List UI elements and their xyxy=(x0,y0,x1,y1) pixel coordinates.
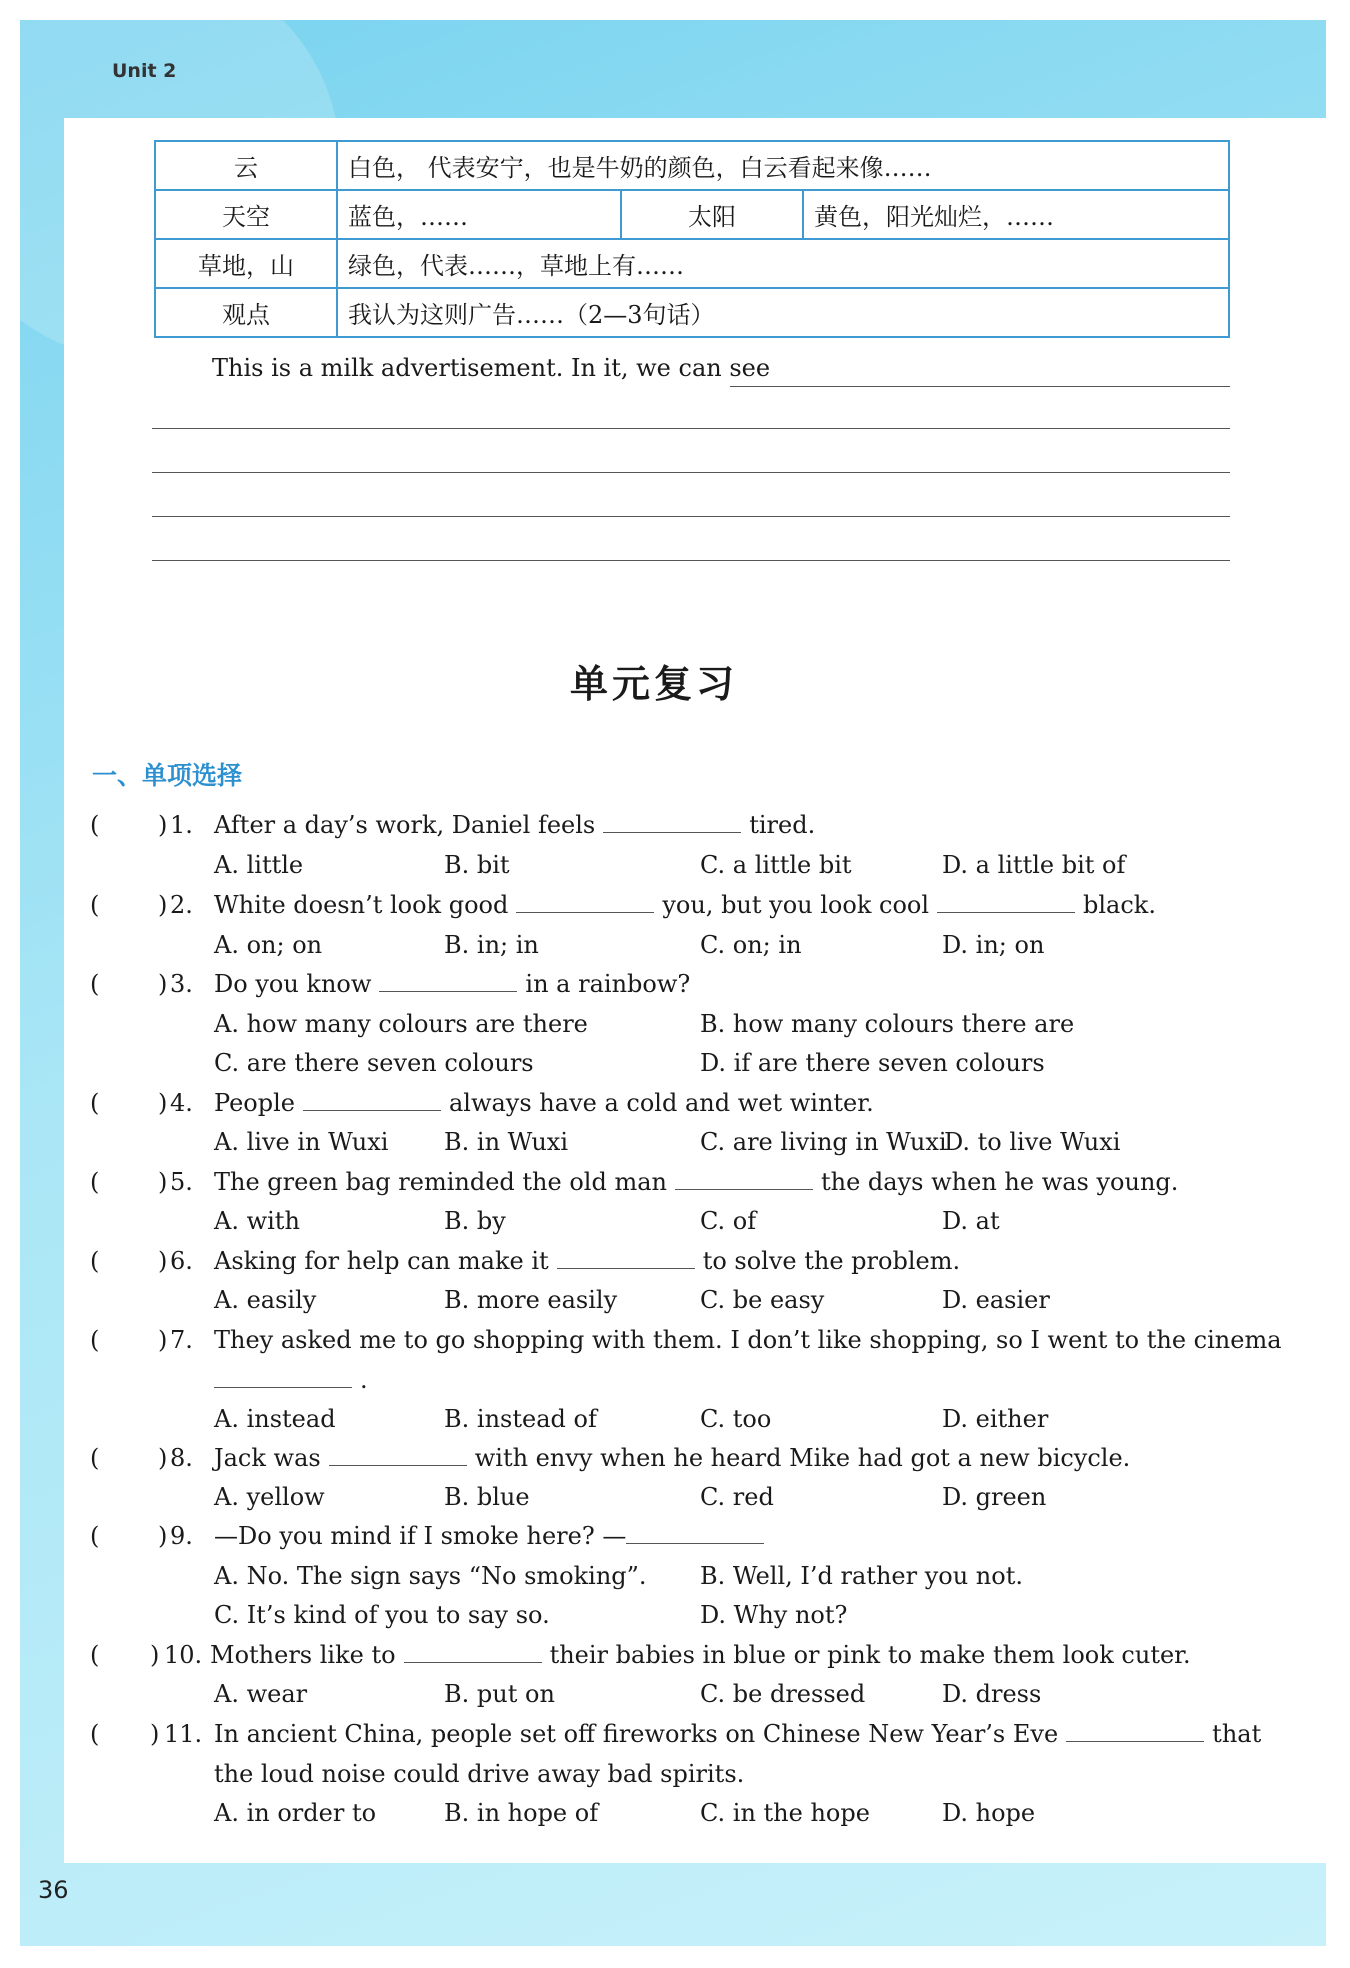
option[interactable]: D. hope xyxy=(942,1799,1036,1827)
option[interactable]: C. be dressed xyxy=(700,1680,866,1708)
option[interactable]: D. green xyxy=(942,1483,1047,1511)
option[interactable]: A. little xyxy=(214,851,304,879)
option[interactable]: A. live in Wuxi xyxy=(214,1128,389,1156)
option[interactable]: D. in; on xyxy=(942,931,1045,959)
row-label: 草地，山 xyxy=(155,239,337,288)
option[interactable]: A. instead xyxy=(214,1405,336,1433)
option[interactable]: C. be easy xyxy=(700,1286,825,1314)
question-11-line2: the loud noise could drive away bad spirits. xyxy=(214,1760,745,1788)
option[interactable]: B. bit xyxy=(444,851,510,879)
option[interactable]: A. how many colours are there xyxy=(214,1010,588,1038)
table-row xyxy=(155,239,1229,288)
page-number: 36 xyxy=(38,1876,69,1904)
blank[interactable] xyxy=(603,812,741,833)
blank[interactable] xyxy=(557,1248,695,1269)
part-title: 一、单项选择 xyxy=(92,761,243,790)
option[interactable]: A. No. The sign says “No smoking”. xyxy=(214,1562,647,1590)
writing-line[interactable] xyxy=(152,428,1230,429)
option[interactable]: C. too xyxy=(700,1405,772,1433)
option[interactable]: B. in Wuxi xyxy=(444,1128,569,1156)
option[interactable]: D. Why not? xyxy=(700,1601,848,1629)
option[interactable]: C. a little bit xyxy=(700,851,852,879)
option[interactable]: A. with xyxy=(214,1207,300,1235)
row-label: 天空 xyxy=(155,190,337,239)
option[interactable]: B. in hope of xyxy=(444,1799,599,1827)
option[interactable]: B. more easily xyxy=(444,1286,618,1314)
option[interactable]: D. easier xyxy=(942,1286,1050,1314)
option[interactable]: C. red xyxy=(700,1483,774,1511)
table-row xyxy=(155,190,1229,239)
blank[interactable] xyxy=(516,892,654,913)
option[interactable]: A. wear xyxy=(214,1680,308,1708)
row-label: 观点 xyxy=(155,288,337,337)
option[interactable]: D. either xyxy=(942,1405,1049,1433)
blank[interactable] xyxy=(303,1090,441,1111)
unit-label: Unit 2 xyxy=(112,60,177,82)
writing-prompt: This is a milk advertisement. In it, we can see xyxy=(212,354,771,382)
blank[interactable] xyxy=(626,1523,764,1544)
row-content: 绿色，代表……，草地上有…… xyxy=(337,239,1229,288)
option[interactable]: A. yellow xyxy=(214,1483,325,1511)
worksheet-page: 云 白色， 代表安宁，也是牛奶的颜色，白云看起来像…… 天空 蓝色，…… 太阳 黄色，阳光灿烂，…… 草地，山 绿色，代表……，草地上有…… 观点 我认为这则广告……（2—3句话） This is a milk advertisement. In it, we can see 单元复习 一、单项选择 ( ) 1. After a day’s work, Daniel feels tired. A. little B. bit C. a little bit D. a little bit of ( ) 2. White doesn’t look good you, but you look cool black. A. on; on B. in; in C. on; in D. in; on ( ) 3. Do you know in a rainbow? A. how many colours are there B. how many colours there are C. are there seven colours D. if are there seven colours ( ) 4. People always have a cold and wet winter. A. live in Wuxi B. in Wuxi C. are living in Wuxi D. to live Wuxi ( ) 5. The green bag reminded the old man the days when he was young. A. with B. by C. of D. at ( ) 6. Asking for help can make it to solve the problem. A. easily B. more easily C. be easy D. easier ( ) 7. They asked me to go shopping with them. I don’t like shopping, so I went to the cinema . A. instead B. instead of C. too D. either ( ) 8. Jack was with envy when he heard Mike had got a new bicycle. A. yellow B. blue C. red D. green ( ) 9. —Do you mind if I smoke here? — A. No. The sign says “No smoking”. B. Well, I’d rather you not. C. It’s kind of you to say so. D. Why not? ( ) 10. Mothers like to their babies in blue or pink to make them look cuter. A. wear B. put on C. be dressed D. dress ( ) 11. In ancient China, people set off fireworks on Chinese New Year’s Eve that the loud noise could drive away bad spirits. A. in order to B. in hope of C. in the hope D. hope xyxy=(64,118,1326,1863)
option[interactable]: C. It’s kind of you to say so. xyxy=(214,1601,550,1629)
row-content: 黄色，阳光灿烂，…… xyxy=(803,190,1229,239)
option[interactable]: B. by xyxy=(444,1207,506,1235)
table-row xyxy=(155,141,1229,190)
blank[interactable] xyxy=(1066,1721,1204,1742)
option[interactable]: B. blue xyxy=(444,1483,530,1511)
table-row xyxy=(155,288,1229,337)
option[interactable]: B. instead of xyxy=(444,1405,597,1433)
option[interactable]: C. in the hope xyxy=(700,1799,870,1827)
option[interactable]: A. in order to xyxy=(214,1799,377,1827)
option[interactable]: C. are there seven colours xyxy=(214,1049,534,1077)
row-content: 蓝色，…… xyxy=(337,190,621,239)
option[interactable]: D. if are there seven colours xyxy=(700,1049,1045,1077)
writing-line[interactable] xyxy=(152,560,1230,561)
option[interactable]: C. of xyxy=(700,1207,757,1235)
row-content: 白色， 代表安宁，也是牛奶的颜色，白云看起来像…… xyxy=(337,141,1229,190)
color-analysis-table xyxy=(154,140,1230,338)
writing-line[interactable] xyxy=(152,516,1230,517)
section-title: 单元复习 xyxy=(569,662,738,706)
row-label: 云 xyxy=(155,141,337,190)
option[interactable]: B. in; in xyxy=(444,931,539,959)
option[interactable]: B. put on xyxy=(444,1680,555,1708)
option[interactable]: D. dress xyxy=(942,1680,1042,1708)
option[interactable]: A. on; on xyxy=(214,931,323,959)
option[interactable]: B. how many colours there are xyxy=(700,1010,1075,1038)
option[interactable]: B. Well, I’d rather you not. xyxy=(700,1562,1023,1590)
blank[interactable] xyxy=(937,892,1075,913)
blank[interactable] xyxy=(214,1367,352,1388)
option[interactable]: A. easily xyxy=(214,1286,317,1314)
blank[interactable] xyxy=(675,1169,813,1190)
option[interactable]: D. to live Wuxi xyxy=(944,1128,1121,1156)
option[interactable]: D. a little bit of xyxy=(942,851,1126,879)
option[interactable]: C. are living in Wuxi xyxy=(700,1128,947,1156)
writing-line[interactable] xyxy=(730,386,1230,387)
blank[interactable] xyxy=(329,1445,467,1466)
option[interactable]: C. on; in xyxy=(700,931,802,959)
row-content: 我认为这则广告……（2—3句话） xyxy=(337,288,1229,337)
row-label: 太阳 xyxy=(621,190,803,239)
blank[interactable] xyxy=(404,1642,542,1663)
blank[interactable] xyxy=(379,971,517,992)
option[interactable]: D. at xyxy=(942,1207,1000,1235)
question-7-line2: . xyxy=(214,1366,368,1394)
writing-line[interactable] xyxy=(152,472,1230,473)
